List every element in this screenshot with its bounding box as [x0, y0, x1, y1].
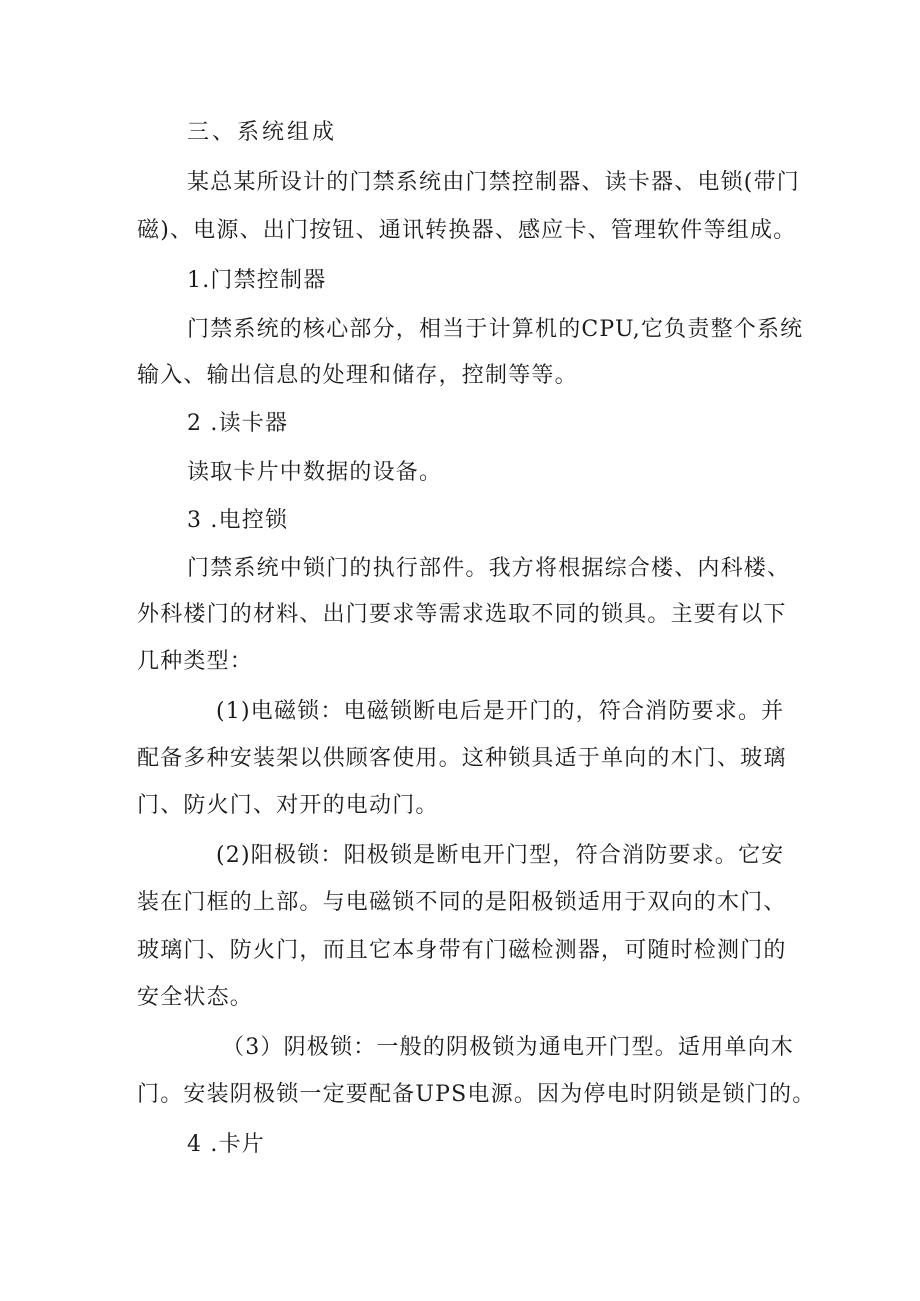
- lock-type-line: 装在门框的上部。与电磁锁不同的是阳极锁适用于双向的木门、: [137, 890, 787, 915]
- lock-type-line: 玻璃门、防火门，而且它本身带有门磁检测器，可随时检测门的: [137, 938, 787, 963]
- item-heading: 3 .电控锁: [187, 508, 289, 533]
- paragraph-line: 门禁系统中锁门的执行部件。我方将根据综合楼、内科楼、: [187, 556, 791, 581]
- lock-type-line: 门、防火门、对开的电动门。: [137, 793, 439, 818]
- paragraph-line: 读取卡片中数据的设备。: [187, 460, 443, 485]
- item-heading: 4 .卡片: [187, 1132, 265, 1157]
- paragraph-line: 几种类型：: [137, 649, 254, 674]
- item-heading: 2 .读卡器: [187, 411, 289, 436]
- lock-type-line: (2)阳极锁：阳极锁是断电开门型，符合消防要求。它安: [216, 843, 785, 868]
- lock-type-line: 门。安装阴极锁一定要配备UPS电源。因为停电时阴锁是锁门的。: [137, 1082, 816, 1107]
- item-heading: 1.门禁控制器: [187, 268, 327, 293]
- intro-line: 某总某所设计的门禁系统由门禁控制器、读卡器、电锁(带门: [187, 170, 800, 195]
- intro-line: 磁)、电源、出门按钮、通讯转换器、感应卡、管理软件等组成。: [137, 218, 797, 243]
- lock-type-line: 安全状态。: [137, 985, 254, 1010]
- paragraph-line: 外科楼门的材料、出门要求等需求选取不同的锁具。主要有以下: [137, 602, 787, 627]
- paragraph-line: 门禁系统的核心部分，相当于计算机的CPU,它负责整个系统: [187, 317, 804, 342]
- lock-type-line: (1)电磁锁：电磁锁断电后是开门的，符合消防要求。并: [216, 699, 785, 724]
- lock-type-line: 配备多种安装架以供顾客使用。这种锁具适于单向的木门、玻璃: [137, 746, 787, 771]
- section-title: 三、系统组成: [187, 120, 338, 145]
- paragraph-line: 输入、输出信息的处理和储存，控制等等。: [137, 363, 578, 388]
- lock-type-line: （3）阴极锁：一般的阴极锁为通电开门型。适用单向木: [222, 1035, 794, 1060]
